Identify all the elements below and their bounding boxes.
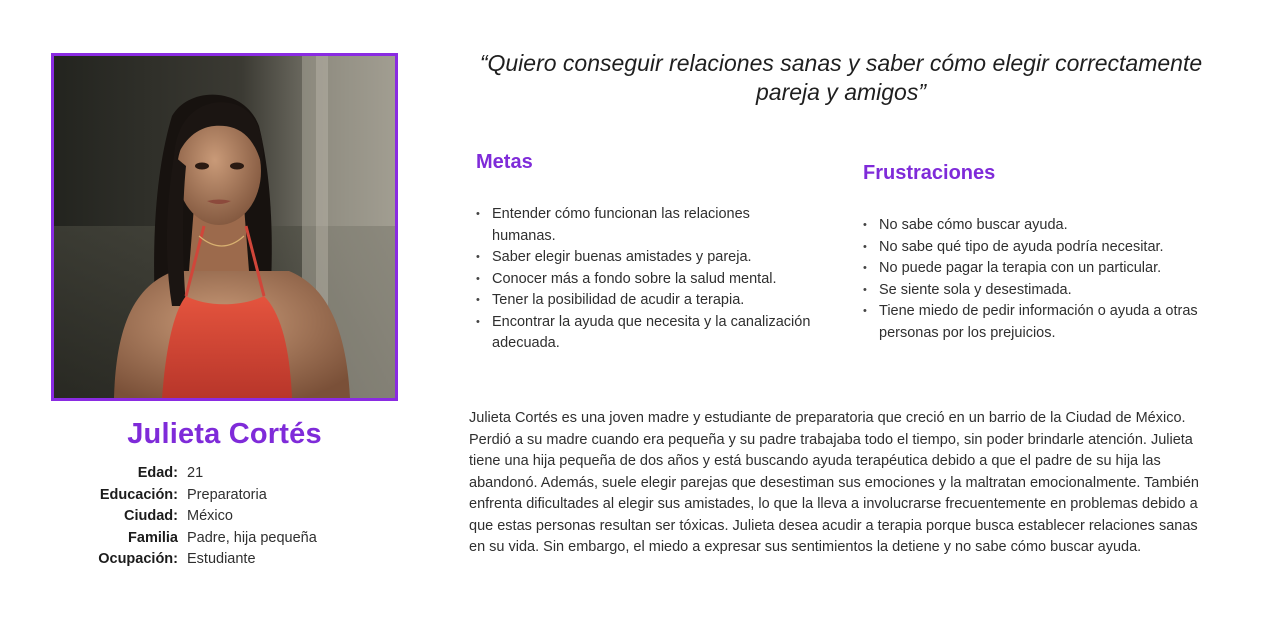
goal-item: • Encontrar la ayuda que necesita y la canalización adecuada. (476, 312, 816, 355)
info-value: Padre, hija pequeña (187, 529, 317, 546)
info-row-family (60, 528, 380, 550)
info-value: Preparatoria (187, 486, 267, 503)
info-row-age (60, 463, 380, 485)
frustration-item: • No sabe qué tipo de ayuda podría necesitar. (863, 237, 1208, 259)
info-row-city (60, 506, 380, 528)
info-label: Educación: (99, 486, 178, 503)
goals-title: Metas (476, 151, 533, 173)
info-label: Ciudad: (124, 508, 178, 524)
goal-item: • Conocer más a fondo sobre la salud mental. (476, 269, 816, 291)
goals-list (476, 204, 816, 355)
goal-item: • Tener la posibilidad de acudir a terapia. (476, 290, 816, 312)
frustration-item: • Se siente sola y desestimada. (863, 280, 1208, 302)
info-value: 21 (187, 465, 204, 481)
frustrations-title: Frustraciones (863, 162, 996, 184)
info-value: Estudiante (187, 551, 256, 567)
info-row-occupation (60, 549, 380, 571)
info-value: México (187, 508, 233, 524)
frustration-item: • Tiene miedo de pedir información o ayuda a otras personas por los prejuicios. (863, 301, 1208, 344)
info-label: Familia (128, 529, 178, 546)
persona-name: Julieta Cortés (127, 418, 322, 450)
persona-info (60, 463, 380, 571)
info-label: Ocupación: (98, 551, 178, 567)
frustration-item: • No sabe cómo buscar ayuda. (863, 215, 1208, 237)
portrait-image (54, 56, 395, 398)
goal-item: • Saber elegir buenas amistades y pareja. (476, 247, 816, 269)
frustration-item: • No puede pagar la terapia con un particular. (863, 258, 1208, 280)
persona-description: Julieta Cortés es una joven madre y estudiante de preparatoria que creció en un barrio de la Ciudad de México. Perdió a su madre cuando era pequeña y su padre trabajaba todo el tiempo, sin poder brindarle atención. Julieta tiene una hija pequeña de dos años y está buscando ayuda terapéutica debido a que el padre de su hija las abandonó. Además, suele elegir parejas que desestiman sus emociones y la maltratan emocionalmente. También enfrenta dificultades al elegir sus amistades, lo que la lleva a involucrarse frecuentemente en problemas debido a que estas personas resultan ser tóxicas. Julieta desea acudir a terapia porque busca establecer relaciones sanas en su vida. Sin embargo, el miedo a expresar sus sentimientos la detiene y no sabe cómo buscar ayuda. (469, 410, 1199, 555)
frustrations-list (863, 215, 1208, 344)
info-row-education (60, 485, 380, 507)
info-label: Edad: (137, 465, 178, 481)
persona-quote: “Quiero conseguir relaciones sanas y saber cómo elegir correctamente pareja y amigos” (479, 50, 1203, 105)
persona-photo (51, 53, 398, 401)
goal-item: • Entender cómo funcionan las relaciones humanas. (476, 204, 816, 247)
